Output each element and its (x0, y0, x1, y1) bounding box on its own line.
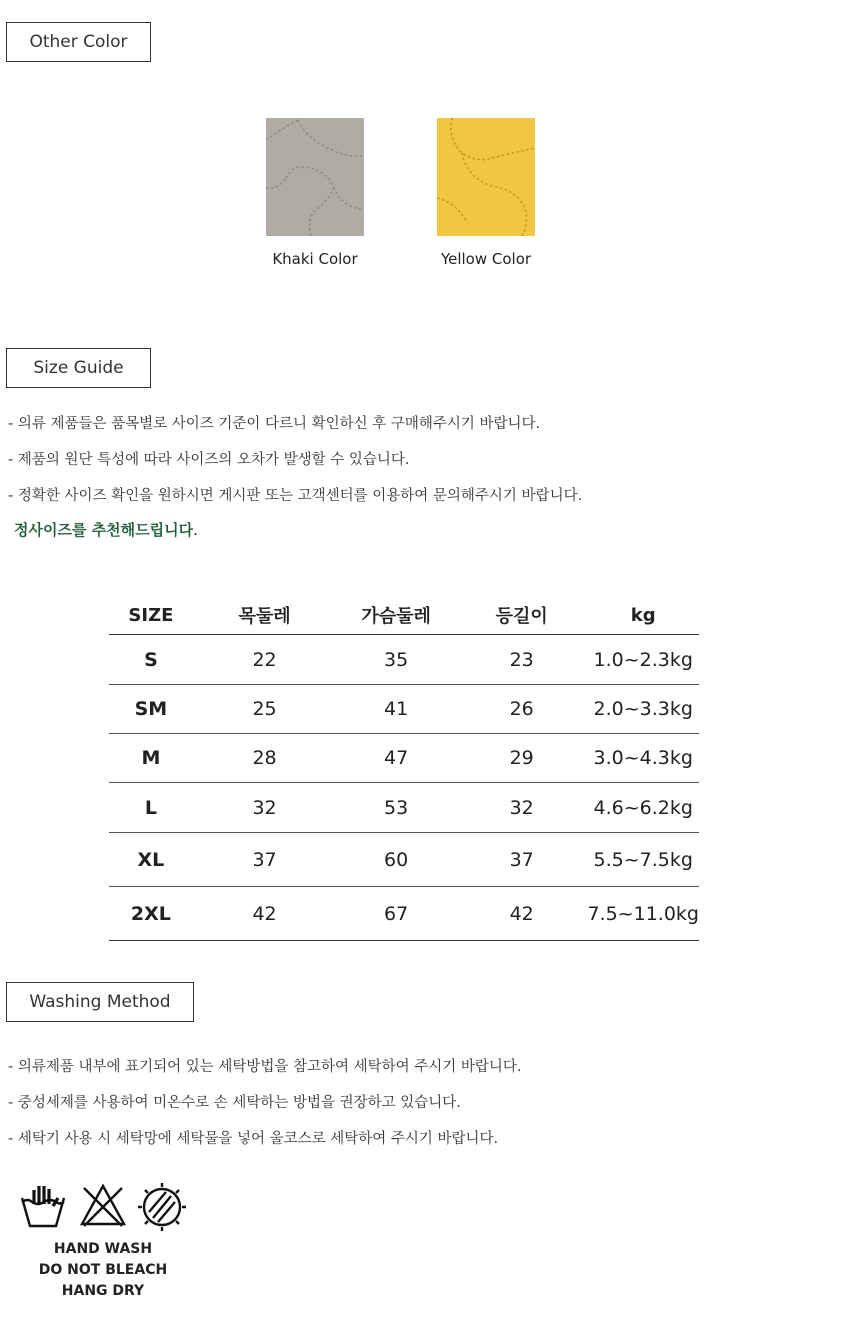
cell-neck: 22 (193, 635, 336, 685)
other-color-heading: Other Color (6, 22, 151, 62)
washing-note: - 중성세제를 사용하여 미온수로 손 세탁하는 방법을 권장하고 있습니다. (8, 1095, 461, 1111)
washing-note: - 세탁기 사용 시 세탁망에 세탁물을 넣어 울코스로 세탁하여 주시기 바랍니다. (8, 1131, 499, 1147)
cell-neck: 37 (193, 833, 336, 887)
size-note: - 의류 제품들은 품목별로 사이즈 기준이 다르니 확인하신 후 구매해주시기 바랍니다. (8, 416, 541, 432)
cell-chest: 41 (336, 685, 456, 734)
do-not-bleach-icon (82, 1186, 124, 1226)
size-guide-heading: Size Guide (6, 348, 151, 388)
cell-weight: 4.6~6.2kg (587, 783, 699, 833)
header-weight: kg (587, 596, 699, 635)
cell-chest: 47 (336, 734, 456, 783)
cell-weight: 7.5~11.0kg (587, 887, 699, 941)
table-row (109, 685, 699, 734)
hand-wash-icon (22, 1186, 64, 1226)
size-note: - 제품의 원단 특성에 따라 사이즈의 오차가 발생할 수 있습니다. (8, 452, 410, 468)
header-size: SIZE (109, 596, 193, 635)
washing-note: - 의류제품 내부에 표기되어 있는 세탁방법을 참고하여 세탁하여 주시기 바랍니다. (8, 1059, 522, 1075)
cell-chest: 67 (336, 887, 456, 941)
cell-weight: 2.0~3.3kg (587, 685, 699, 734)
cell-back: 26 (456, 685, 588, 734)
care-label-hand-wash: HAND WASH (53, 1241, 153, 1257)
header-neck: 목둘레 (193, 596, 336, 635)
cell-weight: 1.0~2.3kg (587, 635, 699, 685)
table-row (109, 833, 699, 887)
cell-size: M (109, 734, 193, 783)
header-back: 등길이 (456, 596, 588, 635)
cell-back: 42 (456, 887, 588, 941)
cell-size: 2XL (109, 887, 193, 941)
washing-method-heading: Washing Method (6, 982, 194, 1022)
yellow-label: Yellow Color (440, 250, 532, 268)
table-row (109, 783, 699, 833)
care-label-no-bleach: DO NOT BLEACH (38, 1262, 168, 1278)
cell-weight: 5.5~7.5kg (587, 833, 699, 887)
table-row (109, 887, 699, 941)
cell-size: S (109, 635, 193, 685)
table-row (109, 635, 699, 685)
cell-neck: 32 (193, 783, 336, 833)
hang-dry-icon (138, 1183, 186, 1231)
cell-neck: 28 (193, 734, 336, 783)
cell-neck: 25 (193, 685, 336, 734)
yellow-quilt-image (437, 118, 535, 236)
cell-neck: 42 (193, 887, 336, 941)
cell-chest: 35 (336, 635, 456, 685)
size-table (109, 596, 699, 941)
cell-back: 37 (456, 833, 588, 887)
size-note: - 정확한 사이즈 확인을 원하시면 게시판 또는 고객센터를 이용하여 문의해주시기 바랍니다. (8, 488, 583, 504)
cell-back: 23 (456, 635, 588, 685)
khaki-label: Khaki Color (272, 250, 358, 268)
cell-back: 29 (456, 734, 588, 783)
khaki-swatch[interactable] (266, 118, 364, 236)
cell-weight: 3.0~4.3kg (587, 734, 699, 783)
cell-chest: 53 (336, 783, 456, 833)
yellow-swatch[interactable] (437, 118, 535, 236)
cell-size: SM (109, 685, 193, 734)
size-recommendation: 정사이즈를 추천해드립니다. (14, 521, 198, 539)
care-label-hang-dry: HANG DRY (61, 1283, 145, 1299)
header-chest: 가슴둘레 (336, 596, 456, 635)
cell-chest: 60 (336, 833, 456, 887)
cell-size: L (109, 783, 193, 833)
cell-back: 32 (456, 783, 588, 833)
size-table-header (109, 596, 699, 635)
table-row (109, 734, 699, 783)
care-symbols (18, 1180, 198, 1240)
khaki-quilt-image (266, 118, 364, 236)
cell-size: XL (109, 833, 193, 887)
